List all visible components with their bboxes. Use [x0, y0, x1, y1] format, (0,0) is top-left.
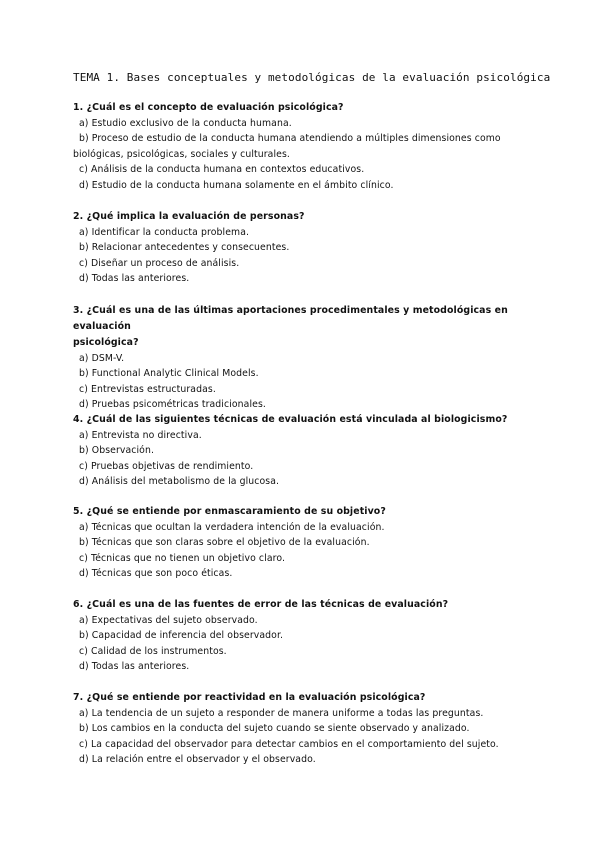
option-c: c) Diseñar un proceso de análisis.	[79, 257, 240, 269]
option-a: a) La tendencia de un sujeto a responder de manera uniforme a todas las preguntas.	[79, 708, 484, 719]
option-a: a) Identificar la conducta problema.	[79, 227, 250, 238]
question-7	[73, 690, 543, 768]
option-b: b) Los cambios en la conducta del sujeto cuando se siente observado y analizado.	[79, 723, 470, 735]
option-c: c) Análisis de la conducta humana en contextos educativos.	[79, 164, 365, 176]
question-2	[73, 209, 543, 287]
option-c: c) Pruebas objetivas de rendimiento.	[79, 460, 254, 472]
option-a: a) Estudio exclusivo de la conducta humana.	[79, 118, 292, 129]
option-b: b) Relacionar antecedentes y consecuentes.	[79, 242, 290, 254]
option-d: d) Todas las anteriores.	[79, 661, 190, 673]
option-b: b) Proceso de estudio de la conducta humana atendiendo a múltiples dimensiones como	[79, 133, 501, 145]
question-text-continuation: psicológica?	[73, 337, 139, 348]
option-b: b) Functional Analytic Clinical Models.	[79, 368, 259, 380]
page-title: TEMA 1. Bases conceptuales y metodológicas de la evaluación psicológica	[73, 71, 551, 84]
question-1	[73, 100, 543, 193]
question-6	[73, 597, 543, 675]
option-d: d) La relación entre el observador y el observado.	[79, 754, 316, 766]
option-b: b) Técnicas que son claras sobre el objetivo de la evaluación.	[79, 537, 370, 549]
option-c: c) La capacidad del observador para detectar cambios en el comportamiento del sujeto.	[79, 738, 499, 750]
option-b-continuation: biológicas, psicológicas, sociales y culturales.	[73, 148, 290, 160]
option-c: c) Entrevistas estructuradas.	[79, 383, 216, 395]
option-d: d) Estudio de la conducta humana solamente en el ámbito clínico.	[79, 179, 394, 191]
question-text: 5. ¿Qué se entiende por enmascaramiento de su objetivo?	[73, 506, 386, 517]
option-d: d) Técnicas que son poco éticas.	[79, 568, 233, 580]
option-a: a) DSM-V.	[79, 353, 125, 364]
option-c: c) Calidad de los instrumentos.	[79, 645, 227, 657]
question-4	[73, 412, 543, 490]
option-a: a) Entrevista no directiva.	[79, 430, 202, 441]
question-text: 7. ¿Qué se entiende por reactividad en la evaluación psicológica?	[73, 692, 426, 703]
option-b: b) Observación.	[79, 445, 155, 457]
question-text: 6. ¿Cuál es una de las fuentes de error de las técnicas de evaluación?	[73, 599, 449, 610]
option-d: d) Análisis del metabolismo de la glucosa.	[79, 476, 280, 488]
option-d: d) Todas las anteriores.	[79, 273, 190, 285]
option-d: d) Pruebas psicométricas tradicionales.	[79, 399, 266, 411]
question-3	[73, 303, 543, 413]
question-text: 4. ¿Cuál de las siguientes técnicas de evaluación está vinculada al biologicismo?	[73, 414, 508, 425]
option-a: a) Expectativas del sujeto observado.	[79, 615, 258, 626]
question-text: 3. ¿Cuál es una de las últimas aportaciones procedimentales y metodológicas en evaluación	[73, 305, 508, 332]
option-c: c) Técnicas que no tienen un objetivo claro.	[79, 552, 286, 564]
question-text: 1. ¿Cuál es el concepto de evaluación psicológica?	[73, 102, 344, 113]
question-5	[73, 504, 543, 582]
option-a: a) Técnicas que ocultan la verdadera intención de la evaluación.	[79, 522, 385, 533]
question-text: 2. ¿Qué implica la evaluación de personas?	[73, 211, 305, 222]
option-b: b) Capacidad de inferencia del observador.	[79, 630, 284, 642]
